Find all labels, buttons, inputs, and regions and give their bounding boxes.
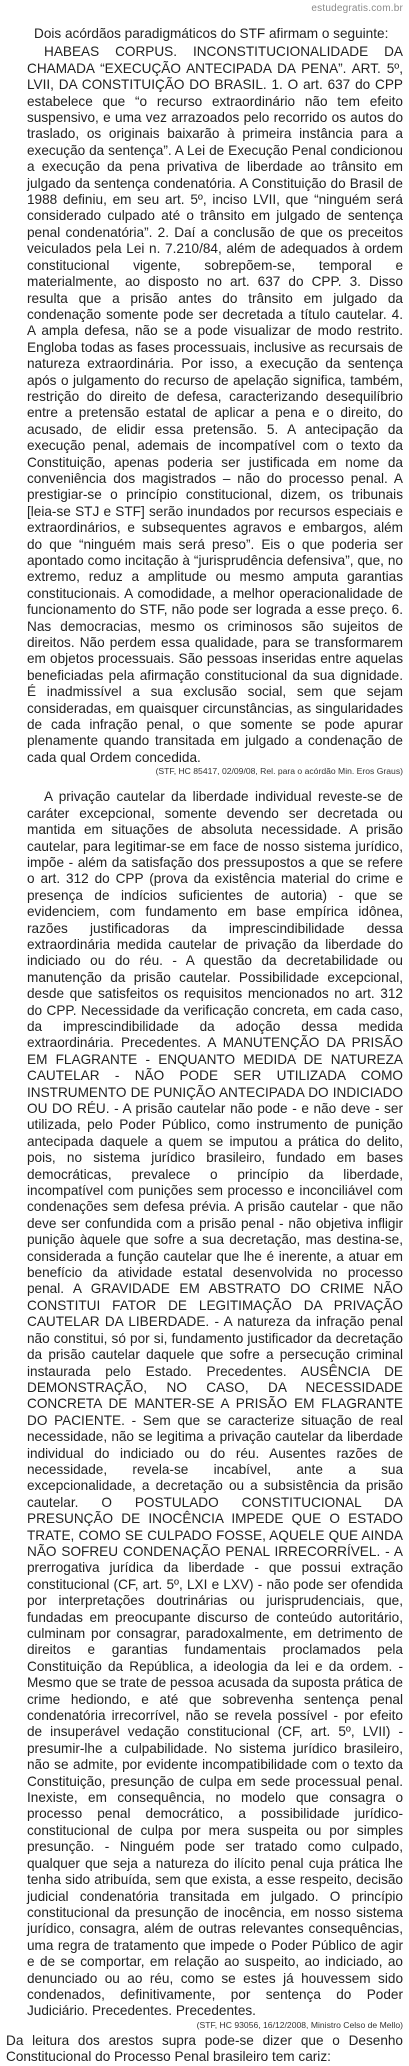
ruling-citation-1: (STF, HC 85417, 02/09/08, Rel. para o acórdão Min. Eros Graus) bbox=[155, 766, 403, 777]
stf-ruling-quote-2: A privação cautelar da liberdade individual reveste-se de caráter excepcional, somente devendo ser decretada ou mantida em situações de absoluta necessidade. A prisão cautelar, para legitimar-se em face de nosso sistema jurídico, impõe - além da satisfação dos pressupostos a que se refere o art. 312 do CPP (prova da existência material do crime e presença de indícios suficientes de autoria) - que se evidenciem, com fundamento em base empírica idônea, razões justificadoras da imprescindibilidade dessa extraordinária medida cautelar de privação da liberdade do indiciado ou do réu. - A questão da decretabilidade ou manutenção da prisão cautelar. Possibilidade excepcional, desde que satisfeitos os requisitos mencionados no art. 312 do CPP. Necessidade da verificação concreta, em cada caso, da imprescindibilidade da adoção dessa medida extraordinária. Precedentes. A MANUTENÇÃO DA PRISÃO EM FLAGRANTE - ENQUANTO MEDIDA DE NATUREZA CAUTELAR - NÃO PODE SER UTILIZADA COMO INSTRUMENTO DE PUNIÇÃO ANTECIPADA DO INDICIADO OU DO RÉU. - A prisão cautelar não pode - e não deve - ser utilizada, pelo Poder Público, como instrumento de punição antecipada daquele a quem se imputou a prática do delito, pois, no sistema jurídico brasileiro, fundado em bases democráticas, prevalece o princípio da liberdade, incompatível com punições sem processo e inconciliável com condenações sem defesa prévia. A prisão cautelar - que não deve ser confundida com a prisão penal - não objetiva infligir punição àquele que sofre a sua decretação, mas destina-se, considerada a função cautelar que lhe é inerente, a atuar em benefício da atividade estatal desenvolvida no processo penal. A GRAVIDADE EM ABSTRATO DO CRIME NÃO CONSTITUI FATOR DE LEGITIMAÇÃO DA PRIVAÇÃO CAUTELAR DA LIBERDADE. - A natureza da infração penal não constitui, só por si, fundamento justificador da decretação da prisão cautelar daquele que sofre a persecução criminal instaurada pelo Estado. Precedentes. AUSÊNCIA DE DEMONSTRAÇÃO, NO CASO, DA NECESSIDADE CONCRETA DE MANTER-SE A PRISÃO EM FLAGRANTE DO PACIENTE. - Sem que se caracterize situação de real necessidade, não se legitima a privação cautelar da liberdade individual do indiciado ou do réu. Ausentes razões de necessidade, revela-se incabível, ante a sua excepcionalidade, a decretação ou a subsistência da prisão cautelar. O POSTULADO CONSTITUCIONAL DA PRESUNÇÃO DE INOCÊNCIA IMPEDE QUE O ESTADO TRATE, COMO SE CULPADO FOSSE, AQUELE QUE AINDA NÃO SOFREU CONDENAÇÃO PENAL IRRECORRÍVEL. - A prerrogativa jurídica da liberdade - que possui extração constitucional (CF, art. 5º, LXI e LXV) - não pode ser ofendida por interpretações doutrinárias ou jurisprudenciais, que, fundadas em preocupante discurso de conteúdo autoritário, culminam por consagrar, paradoxalmente, em detrimento de direitos e garantias fundamentais proclamados pela Constituição da República, a ideologia da lei e da ordem. - Mesmo que se trate de pessoa acusada da suposta prática de crime hediondo, e até que sobrevenha sentença penal condenatória irrecorrível, não se revela possível - por efeito de insuperável vedação constitucional (CF, art. 5º, LVII) - presumir-lhe a culpabilidade. No sistema jurídico brasileiro, não se admite, por evidente incompatibilidade com o texto da Constituição, presunção de culpa em sede processual penal. Inexiste, em consequência, no modelo que consagra o processo penal democrático, a possibilidade jurídico-constitucional de culpa por mera suspeita ou por simples presunção. - Ninguém pode ser tratado como culpado, qualquer que seja a natureza do ilícito penal cuja prática lhe tenha sido atribuída, sem que exista, a esse respeito, decisão judicial condenatória transitada em julgado. O princípio constitucional da presunção de inocência, em nosso sistema jurídico, consagra, além de outras relevantes consequências, uma regra de tratamento que impede o Poder Público de agir e de se comportar, em relação ao suspeito, ao indiciado, ao denunciado ou ao réu, como se estes já houvessem sido condenados, definitivamente, por sentença do Poder Judiciário. Precedentes. Precedentes. bbox=[27, 789, 403, 2019]
intro-paragraph: Dois acórdãos paradigmáticos do STF afirmam o seguinte: bbox=[34, 26, 389, 41]
ruling-citation-2: (STF, HC 93056, 16/12/2008, Ministro Celso de Mello) bbox=[196, 2019, 403, 2030]
question-text bbox=[6, 26, 403, 2066]
stf-ruling-quote-1: HABEAS CORPUS. INCONSTITUCIONALIDADE DA CHAMADA “EXECUÇÃO ANTECIPADA DA PENA”. ART. 5º, LVII, DA CONSTITUIÇÃO DO BRASIL. 1. O art. 637 do CPP estabelece que “o recurso extraordinário não tem efeito suspensivo, e uma vez arrazoados pelo recorrido os autos do traslado, os originais baixarão à primeira instância para a execução da sentença”. A Lei de Execução Penal condicionou a execução da pena privativa de liberdade ao trânsito em julgado da sentença condenatória. A Constituição do Brasil de 1988 definiu, em seu art. 5º, inciso LVII, que “ninguém será considerado culpado até o trânsito em julgado de sentença penal condenatória”. 2. Daí a conclusão de que os preceitos veiculados pela Lei n. 7.210/84, além de adequados à ordem constitucional vigente, sobrepõem-se, temporal e materialmente, ao disposto no art. 637 do CPP. 3. Disso resulta que a prisão antes do trânsito em julgado da condenação somente pode ser decretada a título cautelar. 4. A ampla defesa, não se a pode visualizar de modo restrito. Engloba todas as fases processuais, inclusive as recursais de natureza extraordinária. Por isso, a execução da sentença após o julgamento do recurso de apelação significa, também, restrição do direito de defesa, caracterizando desequilíbrio entre a pretensão estatal de aplicar a pena e o direito, do acusado, de elidir essa pretensão. 5. A antecipação da execução penal, ademais de incompatível com o texto da Constituição, apenas poderia ser justificada em nome da conveniência dos magistrados – não do processo penal. A prestigiar-se o princípio constitucional, dizem, os tribunais [leia-se STJ e STF] serão inundados por recursos especiais e extraordinários, e subsequentes agravos e embargos, além do que “ninguém mais será preso”. Eis o que poderia ser apontado como incitação à “jurisprudência defensiva”, que, no extremo, reduz a amplitude ou mesmo amputa garantias constitucionais. A comodidade, a melhor operacionalidade de funcionamento do STF, não pode ser lograda a esse preço. 6. Nas democracias, mesmo os criminosos são sujeitos de direitos. Não perdem essa qualidade, para se transformarem em objetos processuais. São pessoas inseridas entre aquelas beneficiadas pela afirmação constitucional da sua dignidade. É inadmissível a sua exclusão social, sem que sejam consideradas, em quaisquer circunstâncias, as singularidades de cada infração penal, o que somente se pode apurar plenamente quando transitada em julgado a condenação de cada qual Ordem concedida. bbox=[27, 44, 403, 765]
site-watermark: estudegratis.com.br bbox=[311, 3, 403, 14]
closing-question: Da leitura dos arestos supra pode-se dizer que o Desenho Constitucional do Processo Penal brasileiro tem cariz: bbox=[6, 2032, 403, 2065]
